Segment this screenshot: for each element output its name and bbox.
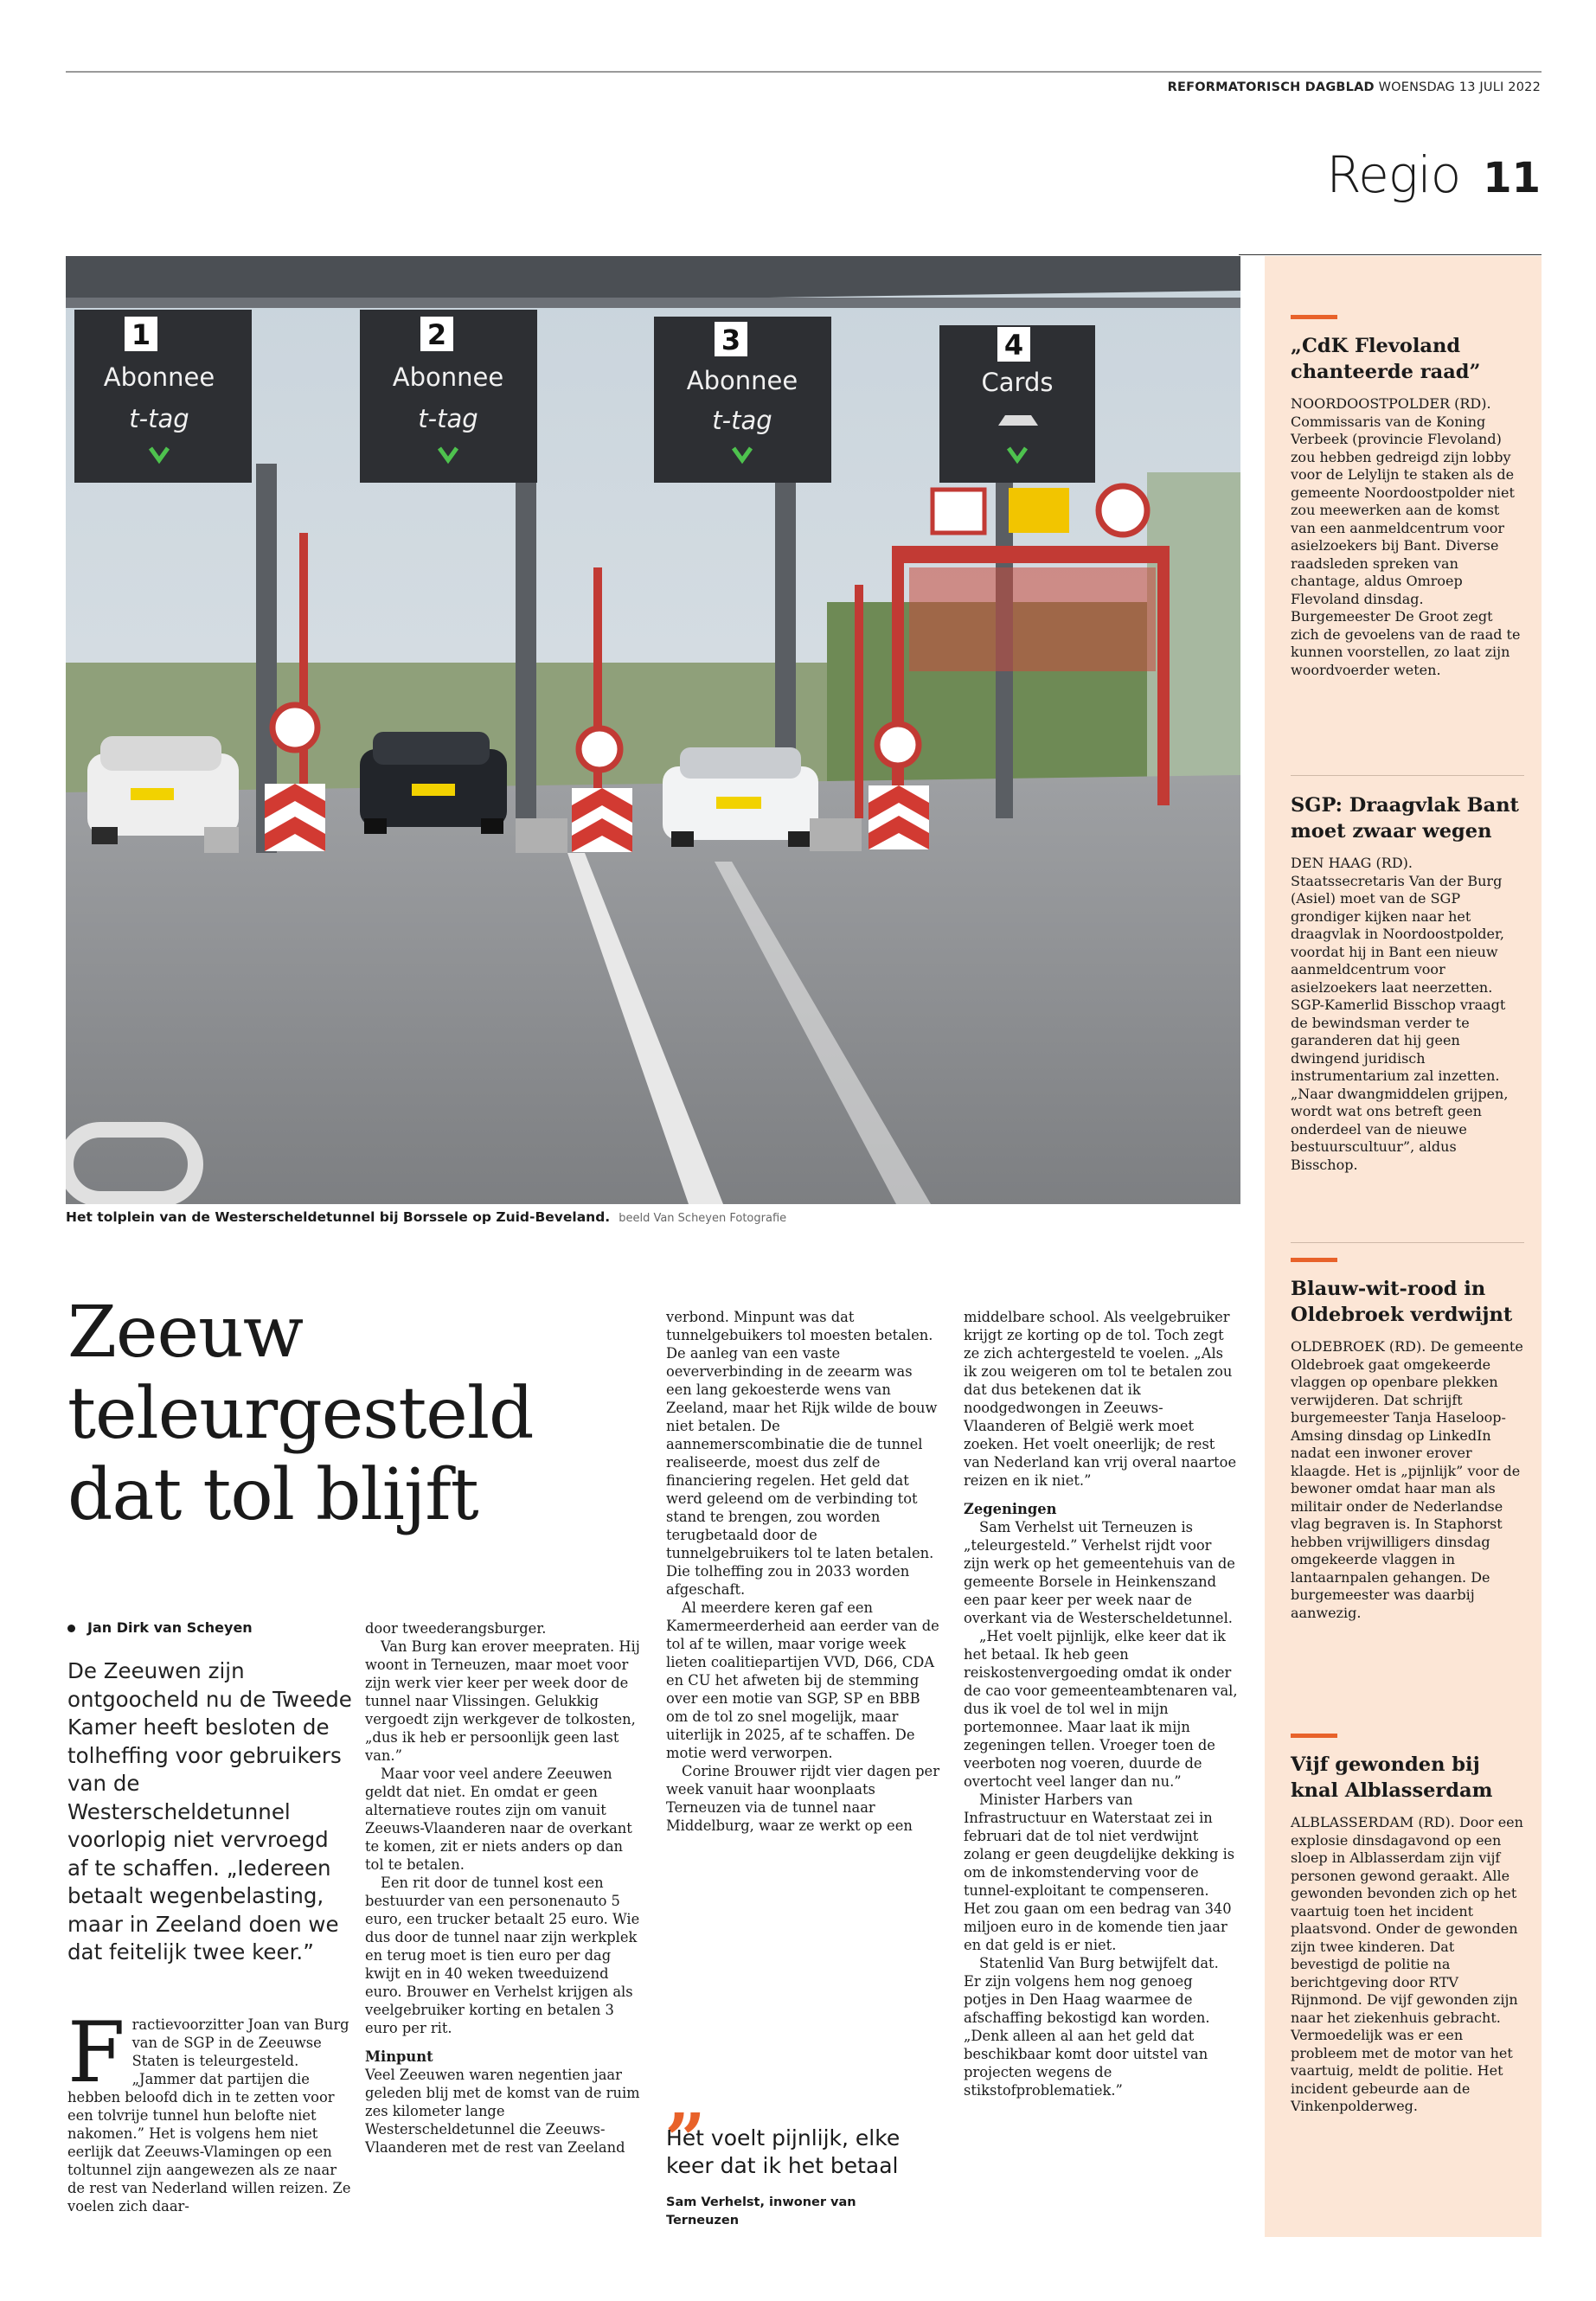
lane-sign-3-line2: t-tag	[712, 406, 772, 435]
sidebar-body: DEN HAAG (RD). Staatssecretaris Van der Burg (Asiel) moet van de SGP grondiger kijken naar het draagvlak in Noordoostpolder, voordat hij in Bant een nieuw aanmeldcentrum voor asielzoekers laat neerzetten. SGP-Kamerlid Bisschop vraagt de bewindsman verder te garanderen dat hij geen dwingend juridisch instrumentarium zal inzetten. „Naar dwangmiddelen grijpen, wordt wat ons betreft geen onderdeel van de nieuwe bestuurscultuur”, aldus Bisschop.	[1291, 855, 1509, 1173]
lane-sign-4	[939, 325, 1095, 483]
paragraph: door tweederangsburger.	[365, 1620, 547, 1637]
article-column-2	[365, 1619, 640, 2157]
page-number: 11	[1483, 154, 1541, 202]
car-black-middle	[360, 732, 507, 834]
issue-date: WOENSDAG 13 JULI 2022	[1378, 80, 1541, 94]
sidebar-divider	[1291, 775, 1524, 776]
sidebar-body: OLDEBROEK (RD). De gemeente Oldebroek gaat omgekeerde vlaggen op openbare plekken verwijderen. Dat schrijft burgemeester Tanja Haseloop-Amsing dinsdag op LinkedIn nadat een inwoner erover klaagde. Het is „pijnlijk” voor de bewoner omdat haar man als militair onder de Nederlandse vlag begraven is. In Staphorst hebben vrijwilligers dinsdag omgekeerde vlaggen in lantaarnpalen gehangen. De burgemeester was daarbij aanwezig.	[1291, 1338, 1523, 1621]
subheading: Minpunt	[365, 2048, 433, 2065]
accent-dash	[1291, 315, 1337, 319]
sidebar-body: NOORDOOSTPOLDER (RD). Commissaris van de Koning Verbeek (provincie Flevoland) zou hebben gedreigd zijn lobby voor de Lelylijn te staken als de gemeente Noordoostpolder niet zou meewerken aan de komst van een aanmeldcentrum voor asielzoekers bij Bant. Diverse raadsleden spreken van chantage, aldus Omroep Flevoland dinsdag. Burgemeester De Groot zegt zich de gevoelens van de raad te kunnen voorstellen, zo laat zijn woordvoerder weten.	[1291, 395, 1521, 678]
paragraph: Statenlid Van Burg betwijfelt dat. Er zijn volgens hem nog genoeg potjes in Den Haag waarmee de afschaffing bekostigd kan worden. „Denk alleen al aan het geld dat beschikbaar komt door uitstel van projecten wegens de stikstofproblematiek.”	[964, 1955, 1219, 2099]
lane-sign-2	[360, 310, 537, 483]
lane-sign-2-line1: Abonnee	[392, 362, 504, 392]
pull-quote-source: Sam Verhelst, inwoner van Terneuzen	[666, 2195, 856, 2227]
paragraph: Corine Brouwer rijdt vier dagen per week vanuit haar woonplaats Terneuzen via de tunnel naar Middelburg, waar ze werkt op een	[666, 1763, 939, 1834]
caption-text: Het tolplein van de Westerscheldetunnel bij Borssele op Zuid-Beveland.	[66, 1209, 611, 1225]
subheading: Zegeningen	[964, 1501, 1057, 1517]
barrier-3	[869, 785, 929, 849]
toll-plaza-photo	[66, 256, 1240, 1204]
paragraph: Van Burg kan erover meepraten. Hij woont in Terneuzen, maar moet voor zijn werk vier keer per week door de tunnel naar Vlissingen. Gelukkig vergoedt zijn werkgever de tolkosten, „dus ik heb er persoonlijk geen last van.”	[365, 1638, 640, 1764]
paragraph: Minister Harbers van Infrastructuur en Waterstaat zei in februari dat de tol niet verdwijnt zolang er geen deugdelijke dekking is om de inkomstenderving voor de tunnel-exploitant te compenseren. Het zou gaan om een bedrag van 340 miljoen euro in de komende tien jaar en dat geld is er niet.	[964, 1791, 1235, 1953]
lane-sign-2-num: 2	[426, 318, 447, 351]
accent-dash	[1291, 1258, 1337, 1262]
barrier-1	[265, 784, 325, 851]
sidebar-item-flevoland	[1291, 315, 1524, 679]
quote-mark-icon: „	[666, 2058, 708, 2141]
sidebar-divider	[1291, 1242, 1524, 1243]
article-column-4	[964, 1308, 1239, 2099]
lane-sign-2-line2: t-tag	[418, 404, 478, 433]
sidebar-headline: Vijf gewonden bij knal Alblasserdam	[1291, 1753, 1493, 1802]
news-sidebar	[1265, 256, 1542, 2237]
lane-sign-1-line2: t-tag	[129, 404, 189, 433]
car-white-right	[663, 747, 818, 847]
pull-quote: Het voelt pijnlijk, elke keer dat ik het betaal	[666, 2125, 901, 2178]
sidebar-item-alblasserdam	[1291, 1734, 1524, 2116]
sidebar-item-oldebroek	[1291, 1258, 1524, 1622]
sidebar-item-sgp	[1291, 792, 1524, 1174]
sidebar-headline: Blauw-wit-rood in Oldebroek verdwijnt	[1291, 1278, 1513, 1326]
barrier-2	[572, 788, 632, 852]
byline	[67, 1619, 253, 1636]
lane-sign-1	[74, 310, 252, 483]
article-column-3	[666, 1308, 941, 1835]
paragraph: „Het voelt pijnlijk, elke keer dat ik het betaal. Ik heb geen reiskostenvergoeding omdat ik onder de cao voor gemeenteambtenaren val, dus ik voel de tol wel in mijn portemonnee. Maar laat ik mijn zegeningen tellen. Vroeger toen de veerboten nog voeren, duurde de overtocht veel langer dan nu.”	[964, 1628, 1238, 1790]
sidebar-headline: SGP: Draagvlak Bant moet zwaar wegen	[1291, 794, 1519, 843]
lane-sign-1-line1: Abonnee	[103, 362, 215, 392]
photo-credit: beeld Van Scheyen Fotografie	[619, 1212, 787, 1225]
lane-sign-3-num: 3	[721, 324, 741, 356]
lane-sign-4-num: 4	[1003, 329, 1024, 362]
paragraph: middelbare school. Als veelgebruiker krijgt ze korting op de tol. Toch zegt ze zich achtergesteld te voelen. „Als ik zou weigeren om tol te betalen zou dat dus betekenen dat ik noodgedwongen in Zeeuws-Vlaanderen of België werk moet zoeken. Het voelt oneerlijk; de rest van Nederland kan vrij overal naartoe reizen en ik niet.”	[964, 1309, 1237, 1489]
paragraph: Al meerdere keren gaf een Kamermeerderheid aan eerder van de tol af te willen, maar vorige week lieten coalitiepartijen VVD, D66, CDA en CU het afweten bij de stemming over een motie van SGP, SP en BBB om de tol zo snel mogelijk, maar uiterlijk in 2025, af te schaffen. De motie werd verworpen.	[666, 1599, 939, 1761]
section-header	[1326, 145, 1541, 204]
paper-name: REFORMATORISCH DAGBLAD	[1167, 80, 1375, 94]
paragraph: verbond. Minpunt was dat tunnelgebuikers tol moesten betalen. De aanleg van een vaste oeververbinding in de zeearm was een lang gekoesterde wens van Zeeland, maar het Rijk wilde de bouw niet betalen. De aannemerscombinatie die de tunnel realiseerde, moest dus zelf de financiering regelen. Het geld dat werd geleend om de verbinding tot stand te brengen, zou worden terugbetaald door de tunnelgebruikers tol te laten betalen. Die tolheffing zou in 2033 worden afgeschaft.	[666, 1309, 938, 1598]
lane-sign-3-line1: Abonnee	[686, 366, 798, 395]
lane-sign-3	[654, 317, 831, 483]
sidebar-body: ALBLASSERDAM (RD). Door een explosie dinsdagavond op een sloep in Alblasserdam zijn vijf personen gewond geraakt. Alle gewonden bevonden zich op het vaartuig toen het incident plaatsvond. Onder de gewonden zijn twee kinderen. Dat bevestigd de politie na berichtgeving door RTV Rijnmond. De vijf gewonden zijn naar het ziekenhuis gebracht. Vermoedelijk was er een probleem met de motor van het vaartuig, meldt de politie. Het incident gebeurde aan de Vinkenpolderweg.	[1291, 1814, 1523, 2114]
lane-sign-1-num: 1	[131, 318, 151, 351]
article-intro: De Zeeuwen zijn ontgoocheld nu de Tweede Kamer heeft besloten de tolheffing voor gebruikers van de Westerscheldetunnel voorlopig niet vervroegd af te schaffen. „Iedereen betaalt wegenbelasting, maar in Zeeland doen we dat feitelijk twee keer.”	[67, 1658, 352, 1965]
section-name: Regio	[1326, 145, 1461, 204]
drop-cap: F	[67, 2004, 125, 2101]
author: Jan Dirk van Scheyen	[87, 1619, 253, 1636]
bullet-icon	[67, 1625, 75, 1632]
article-headline: Zeeuw teleurgesteld dat tol blijft	[67, 1292, 534, 1536]
photo-caption	[66, 1209, 786, 1225]
paragraph: ractievoorzitter Joan van Burg van de SGP in de Zeeuwse Staten is teleurgesteld. „Jammer dat partijen die hebben beloofd dich in te zetten voor een tolvrije tunnel hun belofte niet nakomen.” Het is volgens hem niet eerlijk dat Zeeuws-Vlamingen op een toltunnel zijn aangewezen als ze naar de rest van Nederland willen reizen. Ze voelen zich daar-	[67, 2016, 351, 2214]
masthead	[1168, 80, 1541, 94]
sidebar-headline: „CdK Flevoland chanteerde raad”	[1291, 335, 1481, 383]
article-column-1	[67, 2004, 355, 2215]
lane-sign-4-line1: Cards	[981, 368, 1054, 397]
sidebar-top-rule	[1239, 254, 1542, 255]
accent-dash	[1291, 1734, 1337, 1738]
paragraph: Maar voor veel andere Zeeuwen geldt dat niet. En omdat er geen alternatieve routes zijn om vanuit Zeeuws-Vlaanderen naar de overkant te komen, zit er niets anders op dan tol te betalen.	[365, 1766, 632, 1873]
paragraph: Sam Verhelst uit Terneuzen is „teleurgesteld.” Verhelst rijdt voor zijn werk op het gemeentehuis van de gemeente Borsele in Heinkenszand een paar keer per week naar de overkant via de Westerscheldetunnel.	[964, 1519, 1235, 1626]
top-rule	[66, 71, 1542, 73]
paragraph: Een rit door de tunnel kost een bestuurder van een personenauto 5 euro, een trucker betaalt 25 euro. Wie dus door de tunnel naar zijn werkplek en terug moet is tien euro per dag kwijt en in 40 weken tweeduizend euro. Brouwer en Verhelst krijgen als veelgebruiker korting en betalen 3 euro per rit.	[365, 1875, 640, 2036]
paragraph: Veel Zeeuwen waren negentien jaar geleden blij met de komst van de ruim zes kilometer lange Westerscheldetunnel die Zeeuws-Vlaanderen met de rest van Zeeland	[365, 2067, 640, 2156]
